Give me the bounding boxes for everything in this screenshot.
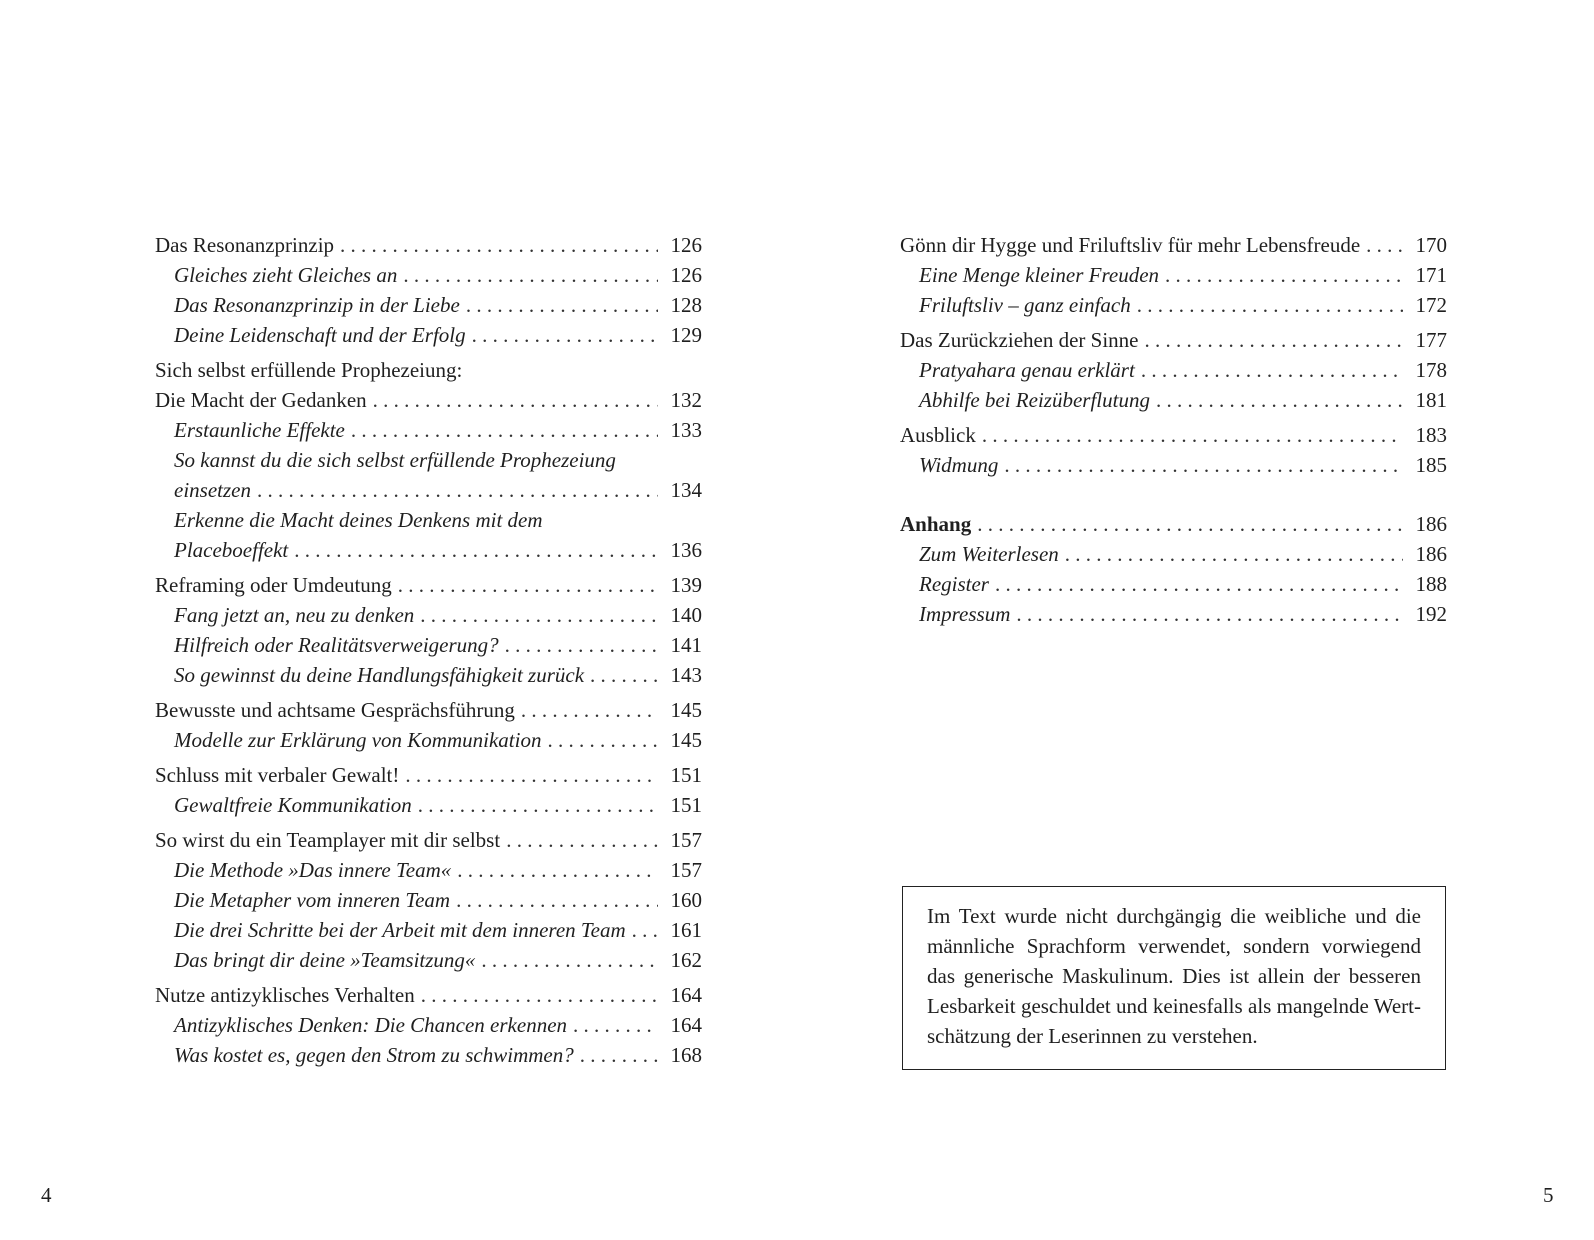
toc-entry bbox=[900, 325, 1447, 355]
toc-entry-page: 157 bbox=[670, 828, 702, 852]
toc-entry bbox=[155, 825, 702, 855]
toc-dot-leader bbox=[1145, 325, 1404, 355]
toc-dot-leader bbox=[1366, 230, 1403, 260]
toc-entry-page: 171 bbox=[1415, 263, 1447, 287]
toc-dot-leader bbox=[505, 630, 658, 660]
toc-entry bbox=[155, 415, 702, 445]
toc-entry-page: 157 bbox=[670, 858, 702, 882]
toc-entry-page: 140 bbox=[670, 603, 702, 627]
toc-entry-title: Antizyklisches Denken: Die Chancen erkennen bbox=[174, 1013, 568, 1037]
toc-entry-page: 151 bbox=[670, 793, 702, 817]
toc-dot-leader bbox=[1141, 355, 1403, 385]
toc-entry-title: Die Methode »Das innere Team« bbox=[174, 858, 452, 882]
toc-dot-leader bbox=[1016, 599, 1403, 629]
toc-dot-leader bbox=[573, 1010, 658, 1040]
toc-entry-title: Zum Weiterlesen bbox=[919, 542, 1059, 566]
toc-entry bbox=[155, 385, 702, 415]
toc-entry bbox=[155, 885, 702, 915]
toc-entry-title: Friluftsliv – ganz einfach bbox=[919, 293, 1131, 317]
toc-entry-page: 164 bbox=[670, 983, 702, 1007]
toc-dot-leader bbox=[481, 945, 658, 975]
toc-dot-leader bbox=[421, 980, 658, 1010]
toc-entry-title: Eine Menge kleiner Freuden bbox=[919, 263, 1160, 287]
toc-entry-page: 126 bbox=[670, 263, 702, 287]
toc-entry-title: Das Resonanzprinzip bbox=[155, 233, 335, 257]
toc-entry-title: Gönn dir Hygge und Friluftsliv für mehr Lebensfreude bbox=[900, 233, 1361, 257]
toc-entry bbox=[155, 260, 702, 290]
toc-left-column bbox=[155, 224, 702, 1070]
toc-entry-title: Die Metapher vom inneren Team bbox=[174, 888, 451, 912]
toc-entry bbox=[155, 915, 702, 945]
toc-entry bbox=[155, 980, 702, 1010]
toc-entry-title: Modelle zur Erklärung von Kommunikation bbox=[174, 728, 542, 752]
toc-entry-page: 160 bbox=[670, 888, 702, 912]
toc-entry-title: Register bbox=[919, 572, 989, 596]
toc-entry-page: 145 bbox=[670, 728, 702, 752]
toc-entry-title: Anhang bbox=[900, 512, 972, 536]
toc-entry bbox=[900, 290, 1447, 320]
toc-entry-page: 141 bbox=[670, 633, 702, 657]
toc-entry-page: 133 bbox=[670, 418, 702, 442]
toc-entry-page: 145 bbox=[670, 698, 702, 722]
toc-entry-title: Reframing oder Umdeutung bbox=[155, 573, 392, 597]
toc-entry-title: So wirst du ein Teamplayer mit dir selbst bbox=[155, 828, 501, 852]
toc-entry-title: Deine Leidenschaft und der Erfolg bbox=[174, 323, 466, 347]
toc-dot-leader bbox=[373, 385, 658, 415]
notice-text: Im Text wurde nicht durchgängig die weibliche und die männliche Sprachform verwendet, sondern vorwiegend das generische Maskulinum. Dies ist allein der besseren Lesbarkeit geschuldet und keinesfalls als mangelnde Wertschätzung der Leserinnen zu verstehen. bbox=[927, 904, 1421, 1048]
toc-entry-title: Fang jetzt an, neu zu denken bbox=[174, 603, 415, 627]
toc-dot-leader bbox=[472, 320, 658, 350]
toc-entry-title: Widmung bbox=[919, 453, 999, 477]
toc-entry-title: Sich selbst erfüllende Prophezeiung: bbox=[155, 358, 463, 382]
toc-entry-page: 183 bbox=[1415, 423, 1447, 447]
toc-dot-leader bbox=[456, 885, 658, 915]
toc-dot-leader bbox=[1137, 290, 1403, 320]
toc-entry-page: 136 bbox=[670, 538, 702, 562]
toc-entry-page: 170 bbox=[1415, 233, 1447, 257]
toc-entry-page: 161 bbox=[670, 918, 702, 942]
toc-entry-title: Ausblick bbox=[900, 423, 976, 447]
toc-entry-title: Das Zurückziehen der Sinne bbox=[900, 328, 1139, 352]
toc-entry-page: 126 bbox=[670, 233, 702, 257]
toc-entry-page: 172 bbox=[1415, 293, 1447, 317]
toc-entry-title: Das bringt dir deine »Teamsitzung« bbox=[174, 948, 476, 972]
toc-dot-leader bbox=[1156, 385, 1403, 415]
toc-entry-page: 162 bbox=[670, 948, 702, 972]
toc-entry-title: Hilfreich oder Realitätsverweigerung? bbox=[174, 633, 499, 657]
toc-entry bbox=[155, 760, 702, 790]
toc-dot-leader bbox=[1165, 260, 1403, 290]
toc-entry-page: 164 bbox=[670, 1013, 702, 1037]
toc-entry-title: Erstaunliche Effekte bbox=[174, 418, 345, 442]
toc-entry bbox=[155, 475, 702, 505]
toc-dot-leader bbox=[294, 535, 658, 565]
toc-entry-title: So gewinnst du deine Handlungsfähigkeit zurück bbox=[174, 663, 585, 687]
toc-entry bbox=[900, 230, 1447, 260]
toc-entry bbox=[155, 855, 702, 885]
toc-dot-leader bbox=[457, 855, 658, 885]
toc-entry-title: Die Macht der Gedanken bbox=[155, 388, 367, 412]
toc-entry-page: 186 bbox=[1415, 542, 1447, 566]
toc-entry-page: 168 bbox=[670, 1043, 702, 1067]
page-number-right: 5 bbox=[1543, 1183, 1554, 1207]
toc-entry-page: 128 bbox=[670, 293, 702, 317]
toc-dot-leader bbox=[521, 695, 658, 725]
toc-entry-title: Erkenne die Macht deines Denkens mit dem bbox=[174, 508, 543, 532]
toc-dot-leader bbox=[547, 725, 658, 755]
toc-entry bbox=[900, 260, 1447, 290]
toc-entry bbox=[155, 695, 702, 725]
toc-dot-leader bbox=[351, 415, 658, 445]
toc-dot-leader bbox=[466, 290, 658, 320]
toc-entry-title: Die drei Schritte bei der Arbeit mit dem inneren Team bbox=[174, 918, 626, 942]
toc-dot-leader bbox=[418, 790, 658, 820]
toc-dot-leader bbox=[1065, 539, 1403, 569]
toc-dot-leader bbox=[982, 420, 1403, 450]
toc-entry-title: Pratyahara genau erklärt bbox=[919, 358, 1135, 382]
toc-dot-leader bbox=[398, 570, 658, 600]
toc-dot-leader bbox=[977, 509, 1403, 539]
toc-entry-title: Impressum bbox=[919, 602, 1011, 626]
toc-entry bbox=[155, 320, 702, 350]
toc-entry bbox=[900, 509, 1447, 539]
toc-entry-page: 129 bbox=[670, 323, 702, 347]
toc-entry bbox=[155, 945, 702, 975]
toc-entry-page: 134 bbox=[670, 478, 702, 502]
toc-entry-page: 132 bbox=[670, 388, 702, 412]
toc-entry bbox=[155, 445, 702, 475]
toc-dot-leader bbox=[257, 475, 658, 505]
toc-entry-page: 177 bbox=[1415, 328, 1447, 352]
toc-entry bbox=[155, 630, 702, 660]
toc-entry bbox=[155, 290, 702, 320]
toc-entry-title: Schluss mit verbaler Gewalt! bbox=[155, 763, 400, 787]
toc-entry bbox=[155, 725, 702, 755]
toc-entry-title: Abhilfe bei Reizüberflutung bbox=[919, 388, 1150, 412]
toc-entry-title: Das Resonanzprinzip in der Liebe bbox=[174, 293, 460, 317]
toc-entry-page: 178 bbox=[1415, 358, 1447, 382]
toc-entry-title: einsetzen bbox=[174, 478, 251, 502]
gender-language-notice bbox=[902, 886, 1446, 1070]
toc-entry bbox=[900, 450, 1447, 480]
toc-entry bbox=[155, 570, 702, 600]
toc-entry-page: 181 bbox=[1415, 388, 1447, 412]
toc-right-column bbox=[900, 224, 1447, 629]
toc-entry-page: 188 bbox=[1415, 572, 1447, 596]
toc-entry bbox=[900, 569, 1447, 599]
toc-entry-page: 143 bbox=[670, 663, 702, 687]
toc-entry bbox=[155, 535, 702, 565]
toc-entry bbox=[155, 1010, 702, 1040]
toc-entry bbox=[900, 385, 1447, 415]
toc-entry bbox=[155, 355, 702, 385]
toc-entry bbox=[155, 505, 702, 535]
toc-entry bbox=[900, 355, 1447, 385]
toc-dot-leader bbox=[403, 260, 658, 290]
toc-entry-page: 186 bbox=[1415, 512, 1447, 536]
toc-dot-leader bbox=[580, 1040, 658, 1070]
toc-dot-leader bbox=[506, 825, 658, 855]
toc-entry-page: 192 bbox=[1415, 602, 1447, 626]
toc-entry bbox=[155, 600, 702, 630]
page-number-left: 4 bbox=[41, 1183, 52, 1207]
toc-entry bbox=[900, 599, 1447, 629]
toc-entry-page: 151 bbox=[670, 763, 702, 787]
toc-entry bbox=[900, 539, 1447, 569]
toc-entry-title: So kannst du die sich selbst erfüllende Prophezeiung bbox=[174, 448, 616, 472]
toc-entry-title: Was kostet es, gegen den Strom zu schwimmen? bbox=[174, 1043, 574, 1067]
toc-entry-title: Bewusste und achtsame Gesprächsführung bbox=[155, 698, 515, 722]
toc-entry-page: 139 bbox=[670, 573, 702, 597]
toc-entry-title: Nutze antizyklisches Verhalten bbox=[155, 983, 415, 1007]
toc-dot-leader bbox=[995, 569, 1403, 599]
toc-entry bbox=[155, 790, 702, 820]
toc-dot-leader bbox=[405, 760, 658, 790]
toc-dot-leader bbox=[1004, 450, 1403, 480]
toc-entry bbox=[155, 230, 702, 260]
toc-entry bbox=[900, 420, 1447, 450]
toc-dot-leader bbox=[340, 230, 658, 260]
toc-entry-title: Gleiches zieht Gleiches an bbox=[174, 263, 398, 287]
toc-entry bbox=[155, 1040, 702, 1070]
toc-dot-leader bbox=[590, 660, 658, 690]
toc-dot-leader bbox=[420, 600, 658, 630]
toc-entry-title: Placeboeffekt bbox=[174, 538, 289, 562]
toc-entry bbox=[155, 660, 702, 690]
toc-entry-page: 185 bbox=[1415, 453, 1447, 477]
toc-entry-title: Gewaltfreie Kommunikation bbox=[174, 793, 412, 817]
toc-dot-leader bbox=[632, 915, 658, 945]
